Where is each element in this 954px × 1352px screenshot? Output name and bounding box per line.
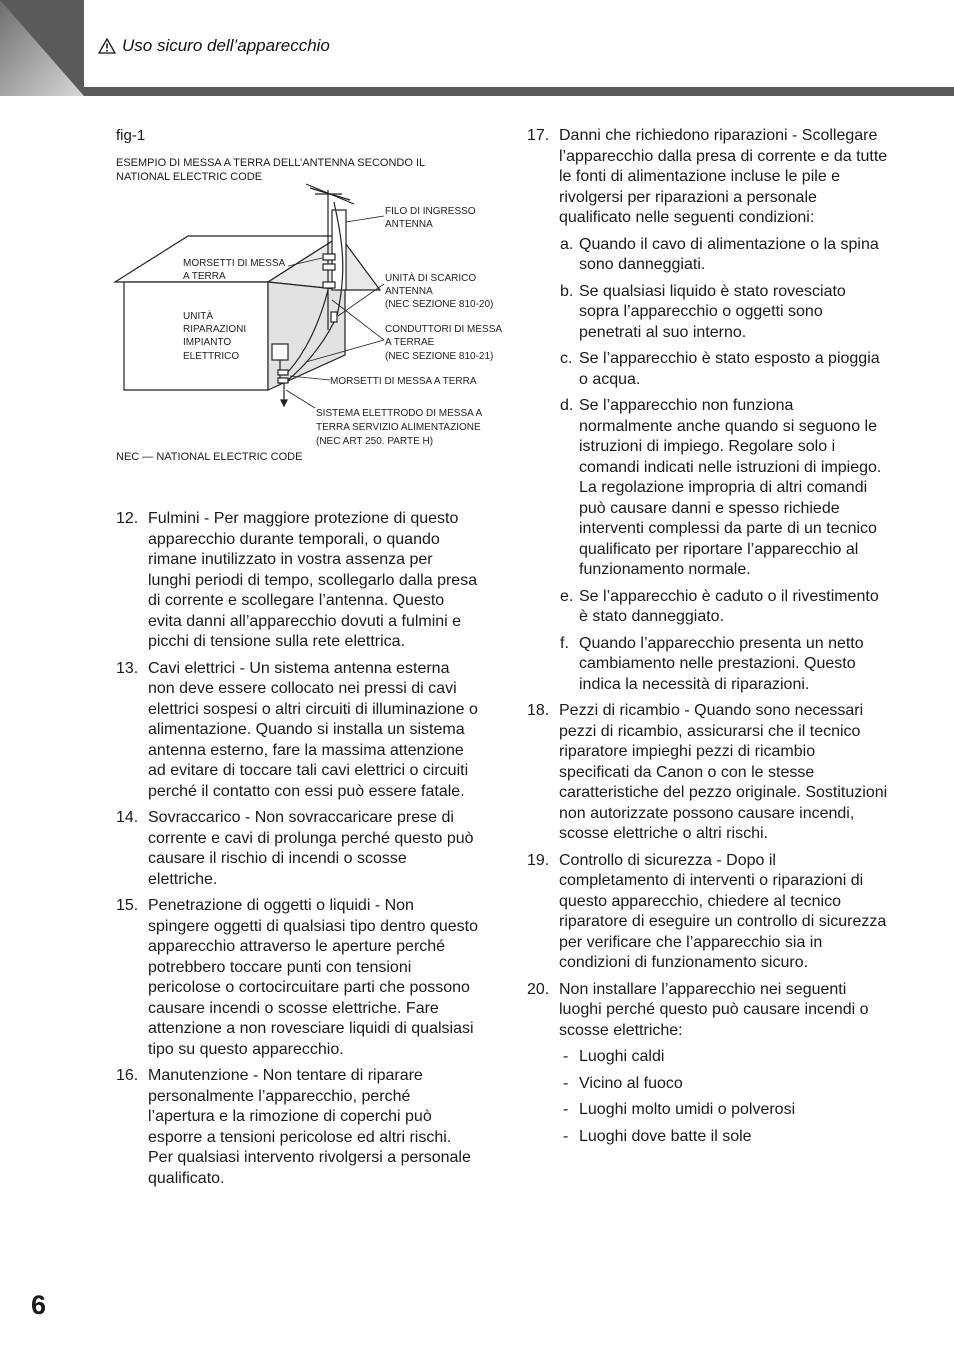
label-sistema-2: TERRA SERVIZIO ALIMENTAZIONE	[316, 422, 481, 433]
figure-label: fig-1	[116, 127, 146, 144]
item-text: Manutenzione - Non tentare di riparare personalmente l’apparecchio, perché l’apertura e la rimozione di coperchi può esporre a tensioni pericolose ed altri rischi. Per qualsiasi intervento rivolgersi a personale qualificato.	[148, 1067, 471, 1187]
list-item	[527, 126, 889, 229]
label-filo-1: FILO DI INGRESSO	[385, 206, 476, 217]
sub-item	[560, 634, 889, 696]
label-unita-rip-3: IMPIANTO	[183, 337, 232, 348]
item-text: Cavi elettrici - Un sistema antenna esterna non deve essere collocato nei pressi di cavi elettrici sospesi o altri circuiti di illuminazione o alimentazione. Quando si installa un sistema antenna esterno, fare la massima attenzione ad evitare di toccare tali cavi elettrici o circuiti perché il contatto con essi può essere fatale.	[148, 659, 478, 800]
sub-item	[560, 396, 889, 581]
bullet-item	[563, 1127, 889, 1148]
left-column	[116, 509, 478, 1195]
label-filo-2: ANTENNA	[385, 219, 433, 230]
header-title-text: Uso sicuro dell’apparecchio	[122, 36, 330, 55]
item-number: 18.	[527, 702, 550, 719]
list-item	[527, 980, 889, 1042]
item-number: 12.	[116, 510, 139, 527]
item-number: 14.	[116, 809, 139, 826]
item-text: Controllo di sicurezza - Dopo il completamento di interventi o riparazioni di questo apparecchio, chiedere al tecnico riparatore di eseguire un controllo di sicurezza per verificare che l’apparecchio sia in condizioni di funzionamento sicuro.	[559, 851, 887, 971]
label-conduttori-1: CONDUTTORI DI MESSA	[385, 324, 503, 335]
figure-caption: ESEMPIO DI MESSA A TERRA DELL’ANTENNA SECONDO IL NATIONAL ELECTRIC CODE	[116, 157, 425, 183]
item-number: 15.	[116, 897, 139, 914]
sub-item	[560, 587, 889, 628]
page-number: 6	[31, 1290, 47, 1320]
item-text: Danni che richiedono riparazioni - Scollegare l’apparecchio dalla presa di corrente e da tutte le fonti di alimentazione incluse le pile e rivolgersi per riparazioni a personale qualificato nelle seguenti condizioni:	[559, 127, 888, 226]
header-bar	[84, 87, 954, 96]
label-sistema-1: SISTEMA ELETTRODO DI MESSA A	[316, 408, 483, 419]
label-sistema-3: (NEC ART 250. PARTE H)	[316, 436, 434, 447]
bullet-text: Luoghi molto umidi o polverosi	[579, 1101, 796, 1118]
sub-item	[560, 282, 889, 344]
dash-icon: -	[563, 1074, 569, 1092]
house-drawing	[115, 184, 380, 406]
corner-decoration	[0, 0, 84, 96]
label-unita-scarico-3: (NEC SEZIONE 810-20)	[385, 299, 494, 310]
label-conduttori-2: A TERRAE	[385, 337, 435, 348]
label-conduttori-3: (NEC SEZIONE 810-21)	[385, 351, 494, 362]
bullet-item	[563, 1047, 889, 1068]
list-item	[116, 1066, 478, 1189]
list-item	[116, 509, 478, 653]
item-number: 13.	[116, 659, 139, 677]
sub-text: Se l’apparecchio è caduto o il rivestimento è stato danneggiato.	[579, 587, 879, 625]
sub-text: Quando il cavo di alimentazione o la spina sono danneggiati.	[579, 235, 879, 273]
bullet-text: Luoghi caldi	[579, 1048, 665, 1065]
sub-letter: d.	[560, 397, 574, 414]
item-text: Fulmini - Per maggiore protezione di questo apparecchio durante temporali, o quando rimane inutilizzato in vostra assenza per lunghi periodi di tempo, scollegarlo dalla presa di corrente e scollegare l’antenna. Questo evita danni all’apparecchio dovuti a fulmini e picchi di tensione sulla rete elettrica.	[148, 510, 478, 650]
item-number: 19.	[527, 851, 550, 869]
list-item	[527, 701, 889, 845]
label-unita-scarico-1: UNITÀ DI SCARICO	[385, 273, 477, 284]
figure-footnote: NEC — NATIONAL ELECTRIC CODE	[116, 451, 303, 463]
sub-item	[560, 349, 889, 390]
sub-text: Quando l’apparecchio presenta un netto cambiamento nelle prestazioni. Questo indica la necessità di riparazioni.	[579, 634, 864, 693]
sub-letter: c.	[560, 350, 573, 367]
item-number: 20.	[527, 980, 550, 998]
sub-letter: f.	[560, 634, 569, 652]
bullet-item	[563, 1100, 889, 1121]
antenna-grounding-diagram	[110, 180, 520, 450]
sub-letter: e.	[560, 587, 574, 605]
label-unita-rip-1: UNITÀ	[183, 311, 213, 322]
list-item	[116, 808, 478, 890]
sub-text: Se l’apparecchio è stato esposto a pioggia o acqua.	[579, 350, 880, 388]
sub-text: Se qualsiasi liquido è stato rovesciato sopra l’apparecchio o oggetti sono penetrati al suo interno.	[579, 282, 846, 341]
list-item	[116, 659, 478, 803]
warning-icon	[98, 38, 116, 54]
dash-icon: -	[563, 1127, 569, 1145]
bullet-text: Vicino al fuoco	[579, 1074, 683, 1092]
item-number: 16.	[116, 1067, 139, 1084]
sub-letter: b.	[560, 282, 574, 300]
label-unita-rip-4: ELETTRICO	[183, 351, 240, 362]
label-morsetti-bottom: MORSETTI DI MESSA A TERRA	[330, 376, 477, 387]
item-text: Sovraccarico - Non sovraccaricare prese di corrente e cavi di prolunga perché questo può causare il rischio di incendi o scosse elettriche.	[148, 809, 474, 888]
label-morsetti-2: A TERRA	[183, 271, 226, 282]
item-text: Penetrazione di oggetti o liquidi - Non spingere oggetti di qualsiasi tipo dentro questo apparecchio attraverso le aperture perché potrebbero toccare punti con tensioni pericolose o cortocircuitare parti che possono causare incendi o scosse elettriche. Fare attenzione a non rovesciare liquidi di qualsiasi tipo su questo apparecchio.	[148, 897, 478, 1058]
item-number: 17.	[527, 127, 550, 144]
dash-icon: -	[563, 1101, 569, 1118]
list-item	[116, 896, 478, 1060]
sub-letter: a.	[560, 235, 574, 253]
bullet-item	[563, 1074, 889, 1095]
bullet-text: Luoghi dove batte il sole	[579, 1127, 752, 1145]
label-unita-scarico-2: ANTENNA	[385, 286, 433, 297]
dash-icon: -	[563, 1048, 569, 1065]
header-title	[98, 36, 330, 56]
label-morsetti-1: MORSETTI DI MESSA	[183, 258, 286, 269]
sub-text: Se l’apparecchio non funziona normalmente anche quando si seguono le istruzioni di impiego. Regolare solo i comandi indicati nelle istruzioni di impiego. La regolazione impropria di altri comandi può causare danni e spesso richiede interventi complessi da parte di un tecnico qualificato per riportare l’apparecchio al funzionamento normale.	[579, 397, 882, 578]
right-column	[527, 126, 889, 1153]
item-text: Non installare l’apparecchio nei seguenti luoghi perché questo può causare incendi o scosse elettriche:	[559, 980, 869, 1039]
sub-item	[560, 235, 889, 276]
list-item	[527, 851, 889, 974]
label-unita-rip-2: RIPARAZIONI	[183, 324, 247, 335]
item-text: Pezzi di ricambio - Quando sono necessari pezzi di ricambio, assicurarsi che il tecnico riparatore impieghi pezzi di ricambio specificati da Canon o con le stesse caratteristiche del pezzo originale. Sostituzioni non autorizzate possono causare incendi, scosse elettriche o altri rischi.	[559, 702, 888, 842]
